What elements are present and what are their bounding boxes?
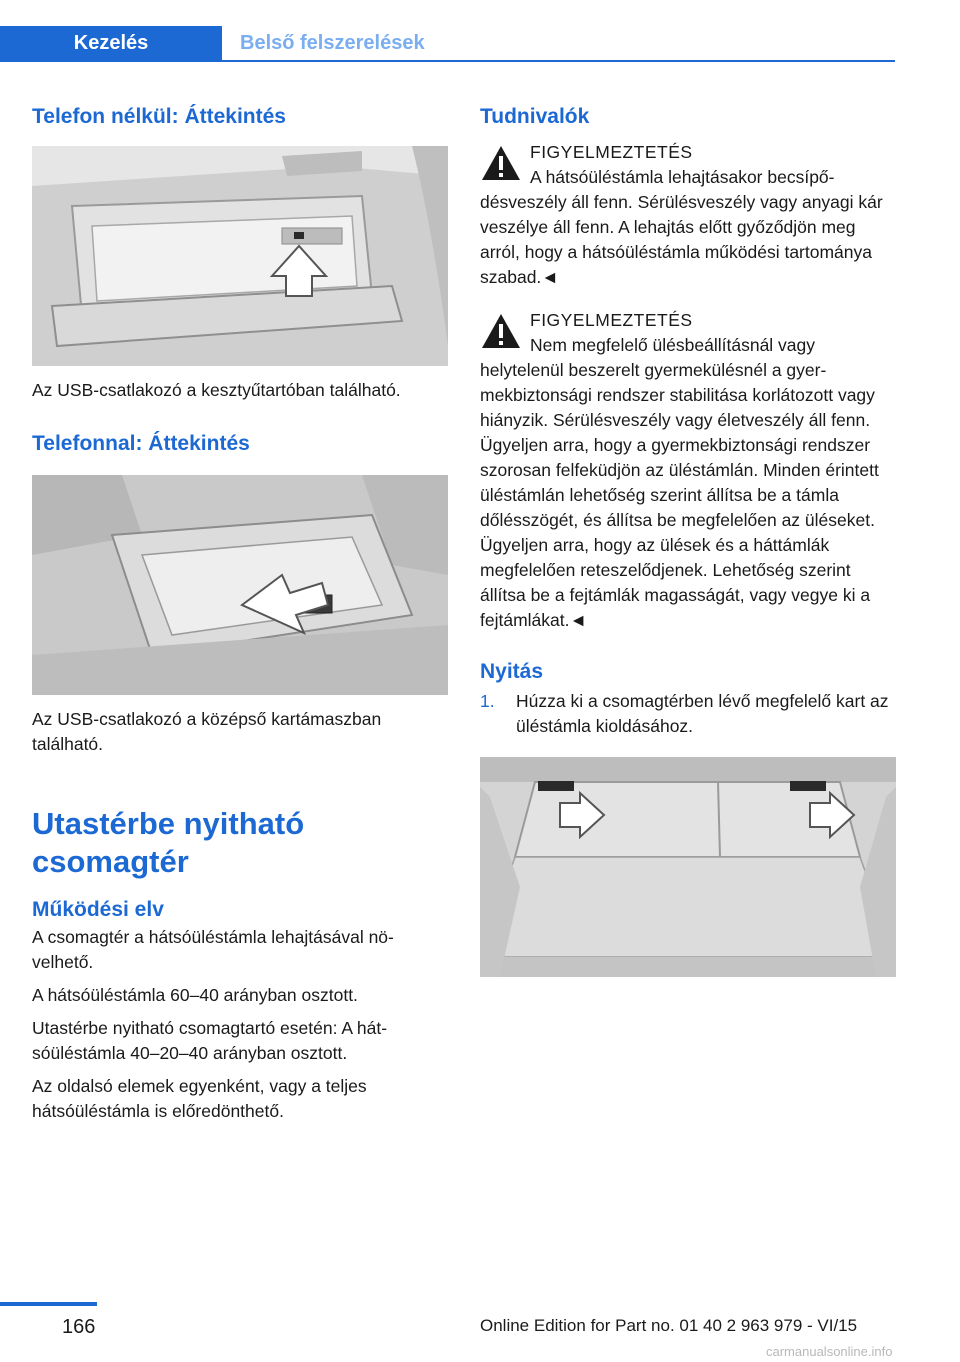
paragraph-3: Utastérbe nyitható csomagtartó esetén: A hátsóüléstámla 40–20–40 arányban osztott. bbox=[32, 1018, 388, 1063]
step-1 bbox=[480, 689, 896, 739]
subsection-principle: Működési elv bbox=[32, 898, 164, 921]
caption-armrest: Az USB-csatlakozó a középső kartámaszban található. bbox=[32, 709, 382, 754]
warning-2-text: Nem megfelelő ülésbeállításnál vagy helytelenül beszerelt gyermekülésnél a gyermekbiztonsági rendszer stabilitása korlátozott vagy hiányzik. Sérülésveszély vagy életveszély áll fenn. Ügyeljen arra, hogy a gyermekbiztonsági rendszer szorosan felfeküdjön az üléstámlán. Minden érintett üléstámlán lehetőség szerint állítsa be a támla dőlésszögét, és állítsa be megfelelően az üléseket. Ügyeljen arra, hogy az ülések és a háttámlák megfelelően reteszelődjenek. Lehetőség szerint állítsa be a fejtámlák magasságát, vagy vegye ki a fejtámlákat.◄ bbox=[480, 335, 879, 630]
section-title-with-phone: Telefonnal: Áttekintés bbox=[32, 432, 250, 455]
section-title-line2: csomagtér bbox=[32, 844, 189, 879]
warning-triangle-icon bbox=[480, 312, 522, 350]
page-header bbox=[0, 26, 895, 62]
armrest-illustration bbox=[32, 475, 448, 695]
caption-glovebox: Az USB-csatlakozó a kesztyűtartóban található. bbox=[32, 380, 401, 400]
section-title-line1: Utastérbe nyitható bbox=[32, 806, 305, 841]
edition-note: Online Edition for Part no. 01 40 2 963 979 - VI/15 bbox=[480, 1316, 858, 1335]
page-number: 166 bbox=[62, 1316, 96, 1338]
watermark: carmanualsonline.info bbox=[766, 1344, 893, 1359]
section-tab-inactive: Belső felszerelések bbox=[240, 32, 425, 54]
trunk-illustration bbox=[480, 757, 896, 977]
step-1-number: 1. bbox=[480, 691, 495, 711]
step-1-text: Húzza ki a csomagtérben lévő megfelelő kart az üléstámla kioldásához. bbox=[516, 691, 889, 736]
paragraph-4: Az oldalsó elemek egyenként, vagy a teljes hátsóüléstámla is előredönthető. bbox=[32, 1076, 367, 1121]
paragraph-1: A csomagtér a hátsóüléstámla lehajtásával növelhető. bbox=[32, 927, 394, 972]
warning-2 bbox=[480, 308, 896, 633]
figure-armrest bbox=[32, 475, 448, 695]
section-title-through-load bbox=[32, 805, 448, 881]
warning-2-title: FIGYELMEZTETÉS bbox=[530, 310, 693, 330]
figure-glovebox bbox=[32, 146, 448, 366]
warning-1 bbox=[480, 140, 896, 290]
section-title-opening: Nyitás bbox=[480, 660, 544, 683]
paragraph-2: A hátsóüléstámla 60–40 arányban osztott. bbox=[32, 985, 358, 1005]
section-title-notes: Tudnivalók bbox=[480, 105, 590, 128]
header-rule bbox=[0, 60, 895, 62]
warning-triangle-icon bbox=[480, 144, 522, 182]
right-column bbox=[480, 100, 896, 977]
warning-1-text: A hátsóüléstámla lehajtásakor becsípődésveszély áll fenn. Sérülésveszély vagy anyagi kár veszélye áll fenn. A lehajtás előtt győződjön meg arról, hogy a hátsóüléstámla működési tartománya szabad.◄ bbox=[480, 167, 883, 287]
section-title-no-phone: Telefon nélkül: Áttekintés bbox=[32, 105, 286, 128]
chapter-tab-active: Kezelés bbox=[0, 26, 222, 60]
figure-trunk bbox=[480, 757, 896, 977]
warning-1-title: FIGYELMEZTETÉS bbox=[530, 142, 693, 162]
left-column bbox=[32, 100, 448, 1124]
footer-rule bbox=[0, 1302, 97, 1306]
glovebox-illustration bbox=[32, 146, 448, 366]
